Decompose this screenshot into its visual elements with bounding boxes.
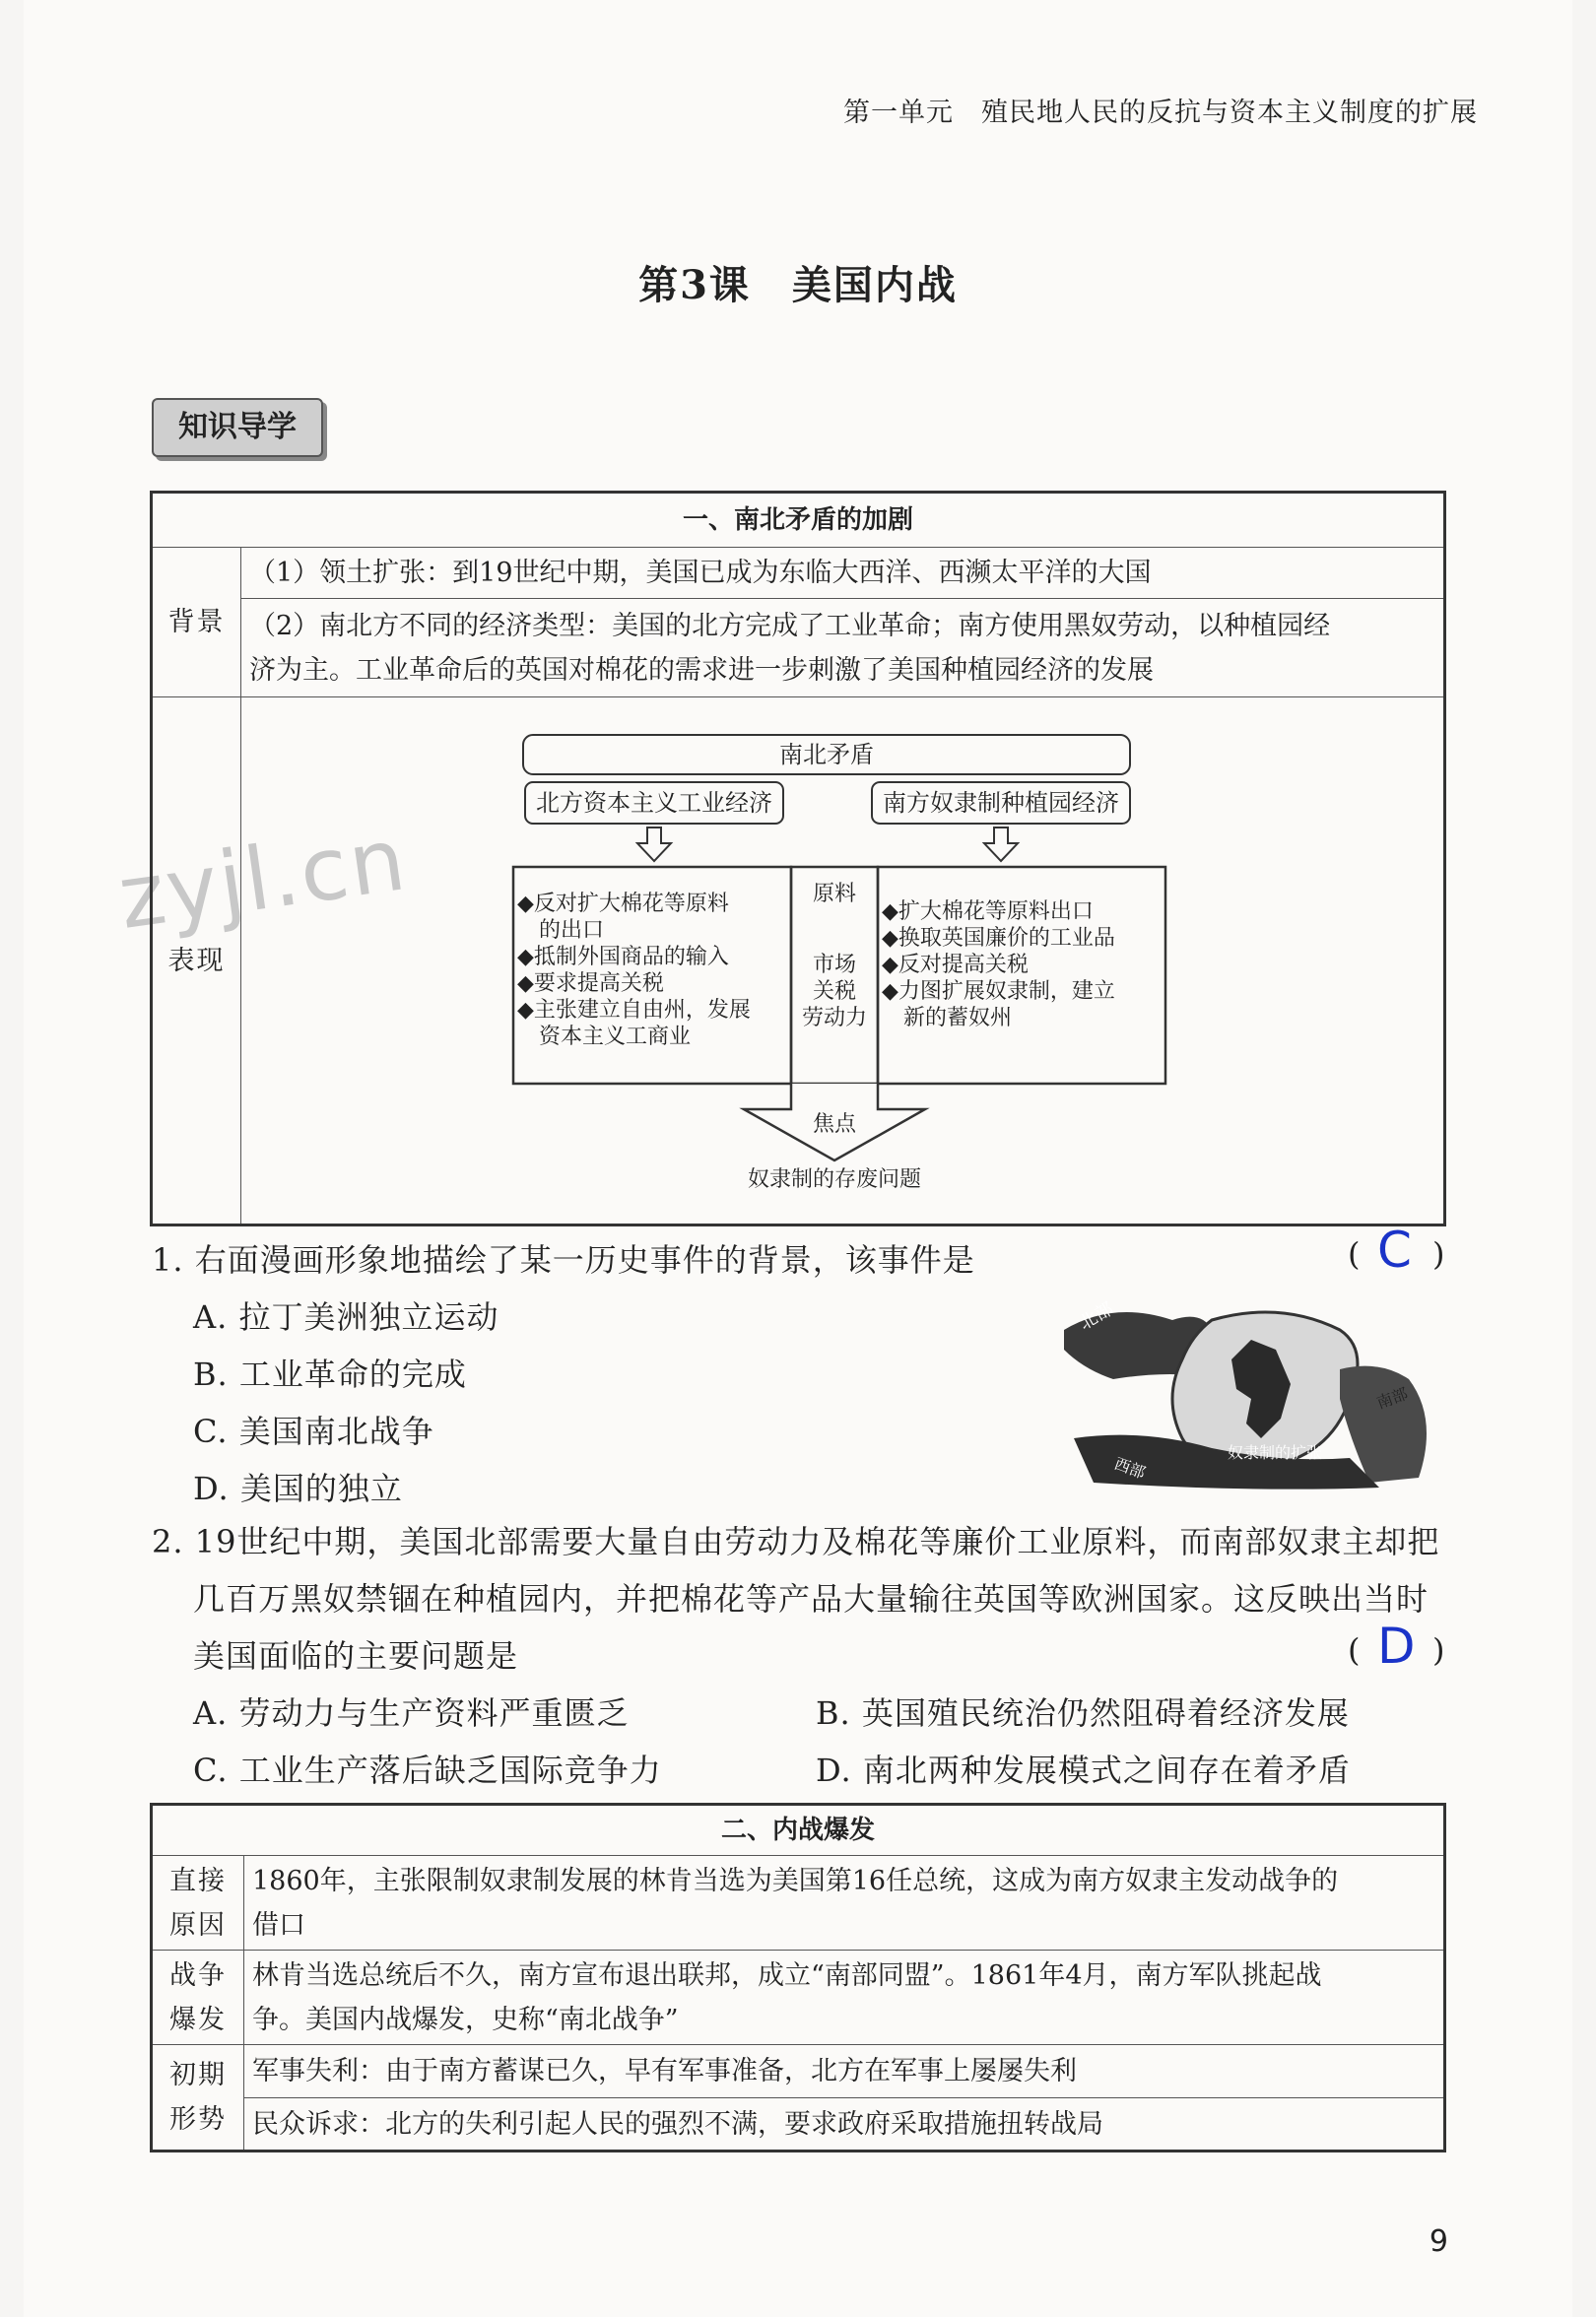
direct-cause-line-2: 借口 [252, 1909, 305, 1941]
middle-item-4: 劳动力 [801, 1006, 868, 1030]
diagram-top-text: 南北矛盾 [779, 741, 874, 768]
background-item-2-line2: 济为主。工业革命后的英国对棉花的需求进一步刺激了美国种植园经济的发展 [249, 654, 1154, 686]
direct-cause-label-2: 原因 [169, 1909, 227, 1941]
direct-cause-label-1: 直接 [169, 1865, 227, 1896]
direct-cause-label [152, 1856, 244, 1951]
war-outbreak-label-1: 战争 [169, 1959, 227, 1991]
q2-paren-open: ( [1348, 1631, 1361, 1669]
performance-label: 表现 [152, 697, 241, 1225]
slavery-expansion-cartoon [1054, 1291, 1448, 1497]
lesson-title: 第3课 美国内战 [638, 262, 958, 308]
q1-stem: 1. 右面漫画形象地描绘了某一历史事件的背景，该事件是 [152, 1241, 975, 1279]
middle-item-3: 关税 [812, 979, 857, 1004]
q2-line-2: 几百万黑奴禁锢在种植园内，并把棉花等产品大量输往英国等欧洲国家。这反映出当时 [193, 1580, 1430, 1618]
war-outbreak-label-2: 爆发 [169, 2004, 227, 2035]
background-item-1: （1）领土扩张：到19世纪中期，美国已成为东临大西洋、西濒太平洋的大国 [241, 548, 1445, 599]
direct-cause-text [244, 1856, 1445, 1951]
south-item-3: ◆反对提高关税 [882, 953, 1029, 977]
north-item-3: ◆要求提高关税 [517, 971, 664, 996]
section1-heading: 一、南北矛盾的加剧 [152, 493, 1445, 548]
section2-heading: 二、内战爆发 [152, 1805, 1445, 1856]
background-item-2 [241, 599, 1445, 697]
diagram-cell [241, 697, 1445, 1225]
q1-paren-close: ) [1432, 1235, 1445, 1273]
war-outbreak-line-1: 林肯当选总统后不久，南方宣布退出联邦，成立“南部同盟”。1861年4月，南方军队挑起战 [252, 1959, 1322, 1991]
south-item-2: ◆换取英国廉价的工业品 [882, 926, 1115, 951]
initial-situation-military: 军事失利：由于南方蓄谋已久，早有军事准备，北方在军事上屡屡失利 [244, 2045, 1445, 2098]
north-item-4b: 资本主义工商业 [539, 1025, 692, 1049]
initial-situation-public: 民众诉求：北方的失利引起人民的强烈不满，要求政府采取措施扭转战局 [244, 2098, 1445, 2152]
war-outbreak-label [152, 1951, 244, 2045]
cartoon-caption: 奴隶制的扩张 [1228, 1443, 1323, 1462]
section1-table [150, 491, 1446, 1226]
cartoon-label-west: 西部 [1111, 1453, 1149, 1483]
q1-paren-open: ( [1348, 1235, 1361, 1273]
q2-option-a: A. 劳动力与生产资料严重匮乏 [193, 1694, 630, 1732]
background-item-2-line1: （2）南北方不同的经济类型：美国的北方完成了工业革命；南方使用黑奴劳动，以种植园经 [249, 610, 1331, 641]
page-number: 9 [1429, 2224, 1448, 2259]
arrow-down-north-icon [637, 828, 671, 861]
cartoon-label-north: 北部 [1076, 1298, 1117, 1335]
q1-option-c: C. 美国南北战争 [193, 1413, 434, 1450]
q2-option-c: C. 工业生产落后缺乏国际竞争力 [193, 1752, 662, 1789]
q1-option-b: B. 工业革命的完成 [193, 1356, 467, 1393]
focus-label: 焦点 [812, 1112, 857, 1137]
middle-item-2: 市场 [812, 953, 857, 977]
q2-line-1: 2. 19世纪中期，美国北部需要大量自由劳动力及棉花等廉价工业原料，而南部奴隶主却把 [152, 1523, 1440, 1560]
q2-option-d: D. 南北两种发展模式之间存在着矛盾 [816, 1752, 1351, 1789]
q2-answer: D [1377, 1618, 1416, 1675]
direct-cause-line-1: 1860年，主张限制奴隶制发展的林肯当选为美国第16任总统，这成为南方奴隶主发动战争的 [252, 1865, 1339, 1896]
q1-option-a: A. 拉丁美洲独立运动 [193, 1298, 499, 1336]
initial-situation-label-2: 形势 [169, 2104, 227, 2135]
q2-paren-close: ) [1432, 1631, 1445, 1669]
q1-option-d: D. 美国的独立 [193, 1470, 403, 1507]
war-outbreak-text [244, 1951, 1445, 2045]
north-item-2: ◆抵制外国商品的输入 [517, 945, 729, 969]
north-item-1b: 的出口 [539, 918, 605, 943]
background-label: 背景 [152, 548, 241, 697]
initial-situation-label [152, 2045, 244, 2152]
north-south-diagram [241, 697, 1443, 1210]
watermark: zyjl.cn [112, 808, 414, 949]
section-badge: 知识导学 [152, 398, 323, 457]
running-header: 第一单元 殖民地人民的反抗与资本主义制度的扩展 [843, 98, 1478, 128]
south-item-1: ◆扩大棉花等原料出口 [882, 899, 1094, 924]
q2-line-3: 美国面临的主要问题是 [193, 1637, 519, 1675]
q1-answer: C [1377, 1222, 1412, 1279]
south-item-4b: 新的蓄奴州 [903, 1006, 1013, 1030]
initial-situation-label-1: 初期 [169, 2060, 227, 2090]
q2-option-b: B. 英国殖民统治仍然阻碍着经济发展 [816, 1694, 1350, 1732]
diagram-north-text: 北方资本主义工业经济 [536, 789, 772, 817]
north-item-1: ◆反对扩大棉花等原料 [517, 892, 729, 916]
section2-table [150, 1803, 1446, 2152]
focus-result: 奴隶制的存废问题 [747, 1167, 922, 1192]
cartoon-label-south: 南部 [1373, 1383, 1411, 1413]
south-item-4: ◆力图扩展奴隶制，建立 [882, 979, 1115, 1004]
diagram-south-text: 南方奴隶制种植园经济 [883, 789, 1119, 817]
war-outbreak-line-2: 争。美国内战爆发，史称“南北战争” [252, 2004, 679, 2035]
arrow-down-south-icon [984, 828, 1018, 861]
middle-item-1: 原料 [812, 882, 857, 906]
north-item-4: ◆主张建立自由州，发展 [517, 998, 751, 1023]
